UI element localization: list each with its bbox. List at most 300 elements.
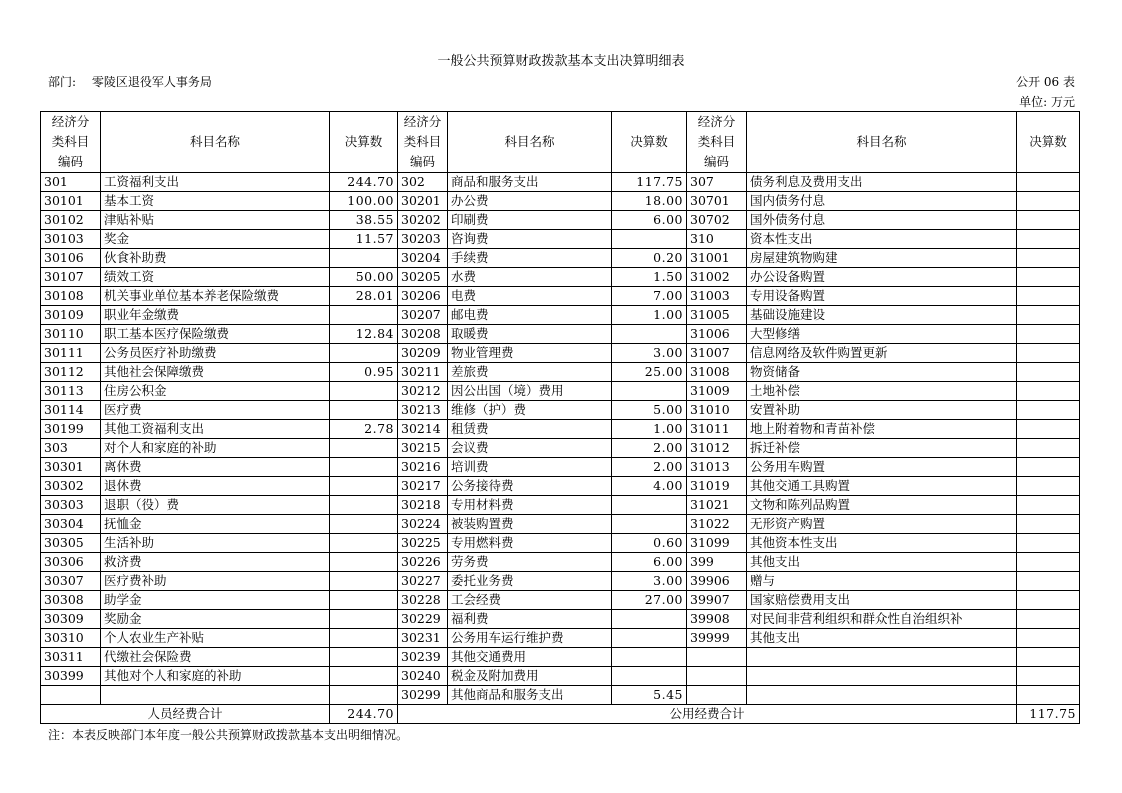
item-amount: 6.00 xyxy=(612,211,687,230)
item-name: 国家赔偿费用支出 xyxy=(747,591,1017,610)
item-code: 30304 xyxy=(41,515,101,534)
item-name: 办公设备购置 xyxy=(747,268,1017,287)
item-code: 30229 xyxy=(398,610,448,629)
item-amount xyxy=(330,667,398,686)
item-name: 医疗费 xyxy=(101,401,330,420)
item-amount xyxy=(330,534,398,553)
table-row xyxy=(41,515,1080,534)
item-code: 31006 xyxy=(687,325,747,344)
item-amount xyxy=(330,553,398,572)
table-row xyxy=(41,382,1080,401)
item-code: 30215 xyxy=(398,439,448,458)
public-total-label: 公用经费合计 xyxy=(398,705,1017,724)
item-amount xyxy=(1017,515,1080,534)
item-name: 福利费 xyxy=(448,610,612,629)
item-amount xyxy=(1017,230,1080,249)
item-amount xyxy=(1017,610,1080,629)
item-code: 30208 xyxy=(398,325,448,344)
item-amount: 7.00 xyxy=(612,287,687,306)
item-name: 其他交通工具购置 xyxy=(747,477,1017,496)
item-name: 奖励金 xyxy=(101,610,330,629)
item-code: 31013 xyxy=(687,458,747,477)
item-amount: 50.00 xyxy=(330,268,398,287)
item-name: 代缴社会保险费 xyxy=(101,648,330,667)
item-code: 30227 xyxy=(398,572,448,591)
item-amount xyxy=(1017,306,1080,325)
item-code: 30307 xyxy=(41,572,101,591)
item-code: 30106 xyxy=(41,249,101,268)
item-amount xyxy=(330,306,398,325)
item-name: 对个人和家庭的补助 xyxy=(101,439,330,458)
item-name: 租赁费 xyxy=(448,420,612,439)
item-name: 对民间非营利组织和群众性自治组织补 xyxy=(747,610,1017,629)
item-amount xyxy=(330,515,398,534)
item-code: 31008 xyxy=(687,363,747,382)
table-row xyxy=(41,686,1080,705)
item-amount: 12.84 xyxy=(330,325,398,344)
item-code: 39906 xyxy=(687,572,747,591)
item-amount xyxy=(1017,211,1080,230)
item-name: 土地补偿 xyxy=(747,382,1017,401)
item-amount: 3.00 xyxy=(612,344,687,363)
personnel-total-value: 244.70 xyxy=(330,705,398,724)
item-amount xyxy=(1017,363,1080,382)
department-label: 部门: xyxy=(48,75,77,89)
item-code: 31007 xyxy=(687,344,747,363)
item-amount: 0.60 xyxy=(612,534,687,553)
item-amount xyxy=(1017,439,1080,458)
item-name: 税金及附加费用 xyxy=(448,667,612,686)
item-name: 津贴补贴 xyxy=(101,211,330,230)
table-row xyxy=(41,439,1080,458)
header-name: 科目名称 xyxy=(101,112,330,173)
item-name: 维修（护）费 xyxy=(448,401,612,420)
item-name: 资本性支出 xyxy=(747,230,1017,249)
item-code: 31011 xyxy=(687,420,747,439)
item-code: 30399 xyxy=(41,667,101,686)
department-line xyxy=(48,73,212,90)
item-amount: 5.45 xyxy=(612,686,687,705)
item-amount xyxy=(612,325,687,344)
item-name: 商品和服务支出 xyxy=(448,173,612,192)
personnel-total-label: 人员经费合计 xyxy=(41,705,330,724)
item-name: 委托业务费 xyxy=(448,572,612,591)
header-amount: 决算数 xyxy=(1017,112,1080,173)
item-amount xyxy=(612,230,687,249)
table-row xyxy=(41,268,1080,287)
item-code: 39907 xyxy=(687,591,747,610)
table-header-row xyxy=(41,112,1080,173)
item-amount: 1.50 xyxy=(612,268,687,287)
item-amount: 100.00 xyxy=(330,192,398,211)
item-code: 30201 xyxy=(398,192,448,211)
item-amount xyxy=(1017,344,1080,363)
item-name: 物业管理费 xyxy=(448,344,612,363)
item-code: 30216 xyxy=(398,458,448,477)
item-name: 奖金 xyxy=(101,230,330,249)
table-row xyxy=(41,173,1080,192)
item-amount: 2.78 xyxy=(330,420,398,439)
item-name: 职工基本医疗保险缴费 xyxy=(101,325,330,344)
item-code: 30214 xyxy=(398,420,448,439)
public-total-value: 117.75 xyxy=(1017,705,1080,724)
item-name: 因公出国（境）费用 xyxy=(448,382,612,401)
item-name: 邮电费 xyxy=(448,306,612,325)
item-code: 30213 xyxy=(398,401,448,420)
item-amount xyxy=(330,439,398,458)
item-amount xyxy=(1017,268,1080,287)
item-amount: 244.70 xyxy=(330,173,398,192)
item-amount: 0.95 xyxy=(330,363,398,382)
item-amount xyxy=(330,249,398,268)
item-amount xyxy=(330,648,398,667)
item-code: 30107 xyxy=(41,268,101,287)
item-amount xyxy=(330,344,398,363)
item-code: 30301 xyxy=(41,458,101,477)
table-row xyxy=(41,477,1080,496)
item-amount xyxy=(1017,629,1080,648)
item-code: 30240 xyxy=(398,667,448,686)
item-name: 手续费 xyxy=(448,249,612,268)
item-name: 公务员医疗补助缴费 xyxy=(101,344,330,363)
item-amount xyxy=(330,401,398,420)
item-name: 会议费 xyxy=(448,439,612,458)
item-amount xyxy=(330,382,398,401)
item-code: 30109 xyxy=(41,306,101,325)
item-code: 30111 xyxy=(41,344,101,363)
item-amount xyxy=(1017,420,1080,439)
item-amount xyxy=(330,686,398,705)
item-name xyxy=(747,648,1017,667)
header-code: 经济分 类科目 编码 xyxy=(41,112,101,173)
item-name: 债务利息及费用支出 xyxy=(747,173,1017,192)
item-name: 信息网络及软件购置更新 xyxy=(747,344,1017,363)
item-amount: 2.00 xyxy=(612,439,687,458)
item-code: 30305 xyxy=(41,534,101,553)
table-row xyxy=(41,496,1080,515)
item-name: 被装购置费 xyxy=(448,515,612,534)
item-code: 30226 xyxy=(398,553,448,572)
item-code xyxy=(687,648,747,667)
table-row xyxy=(41,534,1080,553)
header-code: 经济分 类科目 编码 xyxy=(687,112,747,173)
item-name: 其他支出 xyxy=(747,629,1017,648)
item-amount: 4.00 xyxy=(612,477,687,496)
item-name: 离休费 xyxy=(101,458,330,477)
table-row xyxy=(41,249,1080,268)
page-title: 一般公共预算财政拨款基本支出决算明细表 xyxy=(437,54,685,69)
item-name: 专用燃料费 xyxy=(448,534,612,553)
item-name: 大型修缮 xyxy=(747,325,1017,344)
item-code: 30217 xyxy=(398,477,448,496)
item-amount xyxy=(612,648,687,667)
header-code: 经济分 类科目 编码 xyxy=(398,112,448,173)
item-amount xyxy=(1017,458,1080,477)
item-amount xyxy=(1017,648,1080,667)
item-code: 31099 xyxy=(687,534,747,553)
item-code: 30113 xyxy=(41,382,101,401)
item-amount xyxy=(612,382,687,401)
item-name: 工会经费 xyxy=(448,591,612,610)
item-name: 其他社会保障缴费 xyxy=(101,363,330,382)
item-code: 30702 xyxy=(687,211,747,230)
item-name: 印刷费 xyxy=(448,211,612,230)
item-amount: 18.00 xyxy=(612,192,687,211)
item-code: 30302 xyxy=(41,477,101,496)
item-name: 公务用车运行维护费 xyxy=(448,629,612,648)
table-row xyxy=(41,344,1080,363)
item-name: 培训费 xyxy=(448,458,612,477)
header-name: 科目名称 xyxy=(747,112,1017,173)
item-code: 30202 xyxy=(398,211,448,230)
item-code: 30306 xyxy=(41,553,101,572)
item-amount xyxy=(1017,192,1080,211)
item-code: 31003 xyxy=(687,287,747,306)
item-code: 30701 xyxy=(687,192,747,211)
item-code: 30108 xyxy=(41,287,101,306)
item-name: 其他商品和服务支出 xyxy=(448,686,612,705)
item-amount xyxy=(1017,534,1080,553)
item-code: 30211 xyxy=(398,363,448,382)
item-code: 30102 xyxy=(41,211,101,230)
item-name: 水费 xyxy=(448,268,612,287)
item-name: 其他交通费用 xyxy=(448,648,612,667)
table-row xyxy=(41,401,1080,420)
item-name: 地上附着物和青苗补偿 xyxy=(747,420,1017,439)
table-row xyxy=(41,629,1080,648)
item-name: 取暖费 xyxy=(448,325,612,344)
item-amount xyxy=(1017,173,1080,192)
item-amount xyxy=(612,629,687,648)
table-row xyxy=(41,420,1080,439)
item-amount xyxy=(330,572,398,591)
item-code: 303 xyxy=(41,439,101,458)
item-name: 差旅费 xyxy=(448,363,612,382)
item-code: 31005 xyxy=(687,306,747,325)
item-code: 31010 xyxy=(687,401,747,420)
header-amount: 决算数 xyxy=(612,112,687,173)
item-amount xyxy=(330,496,398,515)
item-name: 专用材料费 xyxy=(448,496,612,515)
item-amount: 1.00 xyxy=(612,306,687,325)
item-code: 31001 xyxy=(687,249,747,268)
item-code: 30239 xyxy=(398,648,448,667)
item-code: 30103 xyxy=(41,230,101,249)
item-code: 30204 xyxy=(398,249,448,268)
item-amount: 0.20 xyxy=(612,249,687,268)
table-row xyxy=(41,458,1080,477)
item-code: 30231 xyxy=(398,629,448,648)
item-code: 307 xyxy=(687,173,747,192)
item-code: 30311 xyxy=(41,648,101,667)
item-code: 30310 xyxy=(41,629,101,648)
item-name: 个人农业生产补贴 xyxy=(101,629,330,648)
table-row xyxy=(41,306,1080,325)
item-name: 职业年金缴费 xyxy=(101,306,330,325)
item-name: 国外债务付息 xyxy=(747,211,1017,230)
table-row xyxy=(41,363,1080,382)
item-amount xyxy=(612,667,687,686)
item-name: 其他资本性支出 xyxy=(747,534,1017,553)
item-amount: 25.00 xyxy=(612,363,687,382)
item-amount xyxy=(612,515,687,534)
table-row xyxy=(41,230,1080,249)
item-amount: 5.00 xyxy=(612,401,687,420)
item-code: 31009 xyxy=(687,382,747,401)
item-code: 39999 xyxy=(687,629,747,648)
item-code: 30205 xyxy=(398,268,448,287)
item-code: 30110 xyxy=(41,325,101,344)
table-row xyxy=(41,192,1080,211)
item-amount xyxy=(330,610,398,629)
item-amount xyxy=(330,591,398,610)
item-code: 30225 xyxy=(398,534,448,553)
item-name: 公务接待费 xyxy=(448,477,612,496)
item-amount xyxy=(330,477,398,496)
item-code xyxy=(41,686,101,705)
item-name: 公务用车购置 xyxy=(747,458,1017,477)
item-amount xyxy=(1017,249,1080,268)
header-name: 科目名称 xyxy=(448,112,612,173)
item-code: 30114 xyxy=(41,401,101,420)
item-code: 30112 xyxy=(41,363,101,382)
item-name: 无形资产购置 xyxy=(747,515,1017,534)
item-name: 赠与 xyxy=(747,572,1017,591)
item-name: 其他工资福利支出 xyxy=(101,420,330,439)
item-amount xyxy=(612,610,687,629)
item-amount xyxy=(612,496,687,515)
item-amount xyxy=(1017,477,1080,496)
form-number: 公开 06 表 xyxy=(1016,75,1075,89)
unit-label: 单位: 万元 xyxy=(1019,95,1075,109)
item-code: 31022 xyxy=(687,515,747,534)
item-name xyxy=(747,667,1017,686)
item-name: 电费 xyxy=(448,287,612,306)
item-amount: 3.00 xyxy=(612,572,687,591)
header-amount: 决算数 xyxy=(330,112,398,173)
item-code: 30309 xyxy=(41,610,101,629)
item-name: 咨询费 xyxy=(448,230,612,249)
item-code: 30207 xyxy=(398,306,448,325)
item-name: 生活补助 xyxy=(101,534,330,553)
item-amount xyxy=(1017,382,1080,401)
item-name: 国内债务付息 xyxy=(747,192,1017,211)
item-name: 安置补助 xyxy=(747,401,1017,420)
item-code: 30101 xyxy=(41,192,101,211)
table-row xyxy=(41,610,1080,629)
item-amount xyxy=(1017,287,1080,306)
item-name: 绩效工资 xyxy=(101,268,330,287)
item-name xyxy=(747,686,1017,705)
table-row xyxy=(41,287,1080,306)
item-name: 劳务费 xyxy=(448,553,612,572)
item-code: 31012 xyxy=(687,439,747,458)
table-row xyxy=(41,591,1080,610)
item-code: 30228 xyxy=(398,591,448,610)
item-name: 基础设施建设 xyxy=(747,306,1017,325)
item-code xyxy=(687,686,747,705)
item-code: 30209 xyxy=(398,344,448,363)
item-amount xyxy=(1017,553,1080,572)
item-name: 基本工资 xyxy=(101,192,330,211)
item-amount xyxy=(330,458,398,477)
item-name: 房屋建筑物购建 xyxy=(747,249,1017,268)
item-amount: 1.00 xyxy=(612,420,687,439)
item-name: 退休费 xyxy=(101,477,330,496)
item-name: 伙食补助费 xyxy=(101,249,330,268)
table-row xyxy=(41,648,1080,667)
item-amount: 38.55 xyxy=(330,211,398,230)
item-amount: 2.00 xyxy=(612,458,687,477)
item-amount xyxy=(1017,325,1080,344)
item-code: 310 xyxy=(687,230,747,249)
item-name: 助学金 xyxy=(101,591,330,610)
item-amount xyxy=(1017,591,1080,610)
item-amount xyxy=(1017,496,1080,515)
table-row xyxy=(41,325,1080,344)
item-amount xyxy=(1017,401,1080,420)
item-code: 39908 xyxy=(687,610,747,629)
item-name: 办公费 xyxy=(448,192,612,211)
item-amount: 11.57 xyxy=(330,230,398,249)
item-code: 30299 xyxy=(398,686,448,705)
item-name: 其他支出 xyxy=(747,553,1017,572)
item-name: 机关事业单位基本养老保险缴费 xyxy=(101,287,330,306)
item-code: 399 xyxy=(687,553,747,572)
table-row xyxy=(41,211,1080,230)
item-code: 30212 xyxy=(398,382,448,401)
item-code: 30206 xyxy=(398,287,448,306)
item-amount xyxy=(1017,572,1080,591)
item-code: 302 xyxy=(398,173,448,192)
item-amount: 27.00 xyxy=(612,591,687,610)
item-code xyxy=(687,667,747,686)
item-name: 工资福利支出 xyxy=(101,173,330,192)
item-amount xyxy=(1017,686,1080,705)
item-name: 专用设备购置 xyxy=(747,287,1017,306)
item-name: 文物和陈列品购置 xyxy=(747,496,1017,515)
item-amount xyxy=(330,629,398,648)
item-name: 拆迁补偿 xyxy=(747,439,1017,458)
table-row xyxy=(41,667,1080,686)
item-code: 31021 xyxy=(687,496,747,515)
item-code: 30308 xyxy=(41,591,101,610)
item-name: 医疗费补助 xyxy=(101,572,330,591)
item-code: 31019 xyxy=(687,477,747,496)
item-code: 31002 xyxy=(687,268,747,287)
item-name: 住房公积金 xyxy=(101,382,330,401)
table-row xyxy=(41,572,1080,591)
footnote: 注：本表反映部门本年度一般公共预算财政拨款基本支出明细情况。 xyxy=(48,728,409,742)
department-name: 零陵区退役军人事务局 xyxy=(91,75,212,89)
item-name: 其他对个人和家庭的补助 xyxy=(101,667,330,686)
table-row xyxy=(41,553,1080,572)
item-code: 30224 xyxy=(398,515,448,534)
item-code: 301 xyxy=(41,173,101,192)
item-name: 救济费 xyxy=(101,553,330,572)
item-amount: 6.00 xyxy=(612,553,687,572)
table-body xyxy=(41,173,1080,705)
item-code: 30218 xyxy=(398,496,448,515)
item-name: 物资储备 xyxy=(747,363,1017,382)
totals-row xyxy=(41,705,1080,724)
item-code: 30203 xyxy=(398,230,448,249)
item-name xyxy=(101,686,330,705)
item-amount: 117.75 xyxy=(612,173,687,192)
item-name: 抚恤金 xyxy=(101,515,330,534)
item-code: 30303 xyxy=(41,496,101,515)
item-amount xyxy=(1017,667,1080,686)
